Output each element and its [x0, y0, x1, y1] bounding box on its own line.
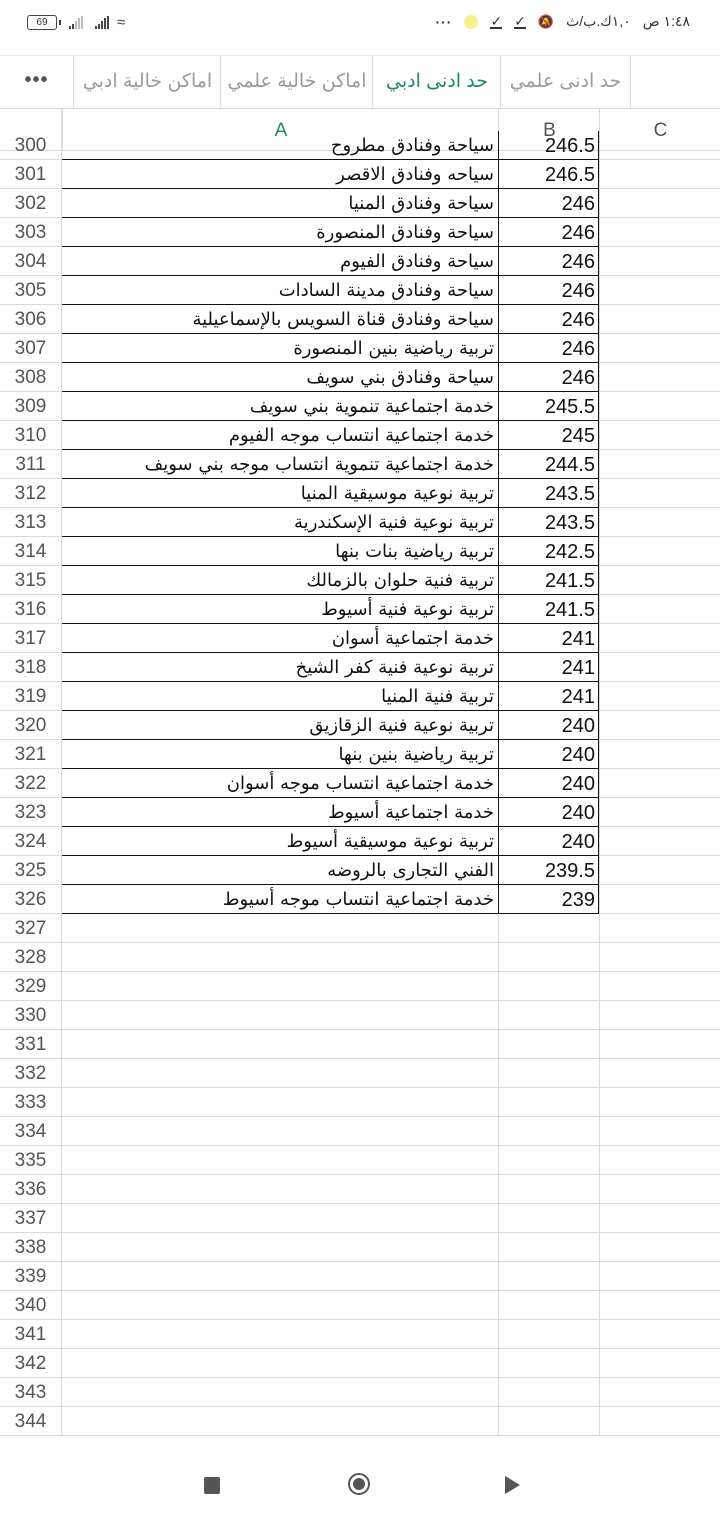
status-bar [0, 0, 720, 56]
cell-a[interactable]: تربية نوعية فنية الزقازيق [62, 711, 498, 740]
table-row [0, 624, 720, 653]
cell-a[interactable] [62, 1001, 498, 1030]
table-row [0, 247, 720, 276]
cell-c[interactable] [599, 740, 720, 769]
mute-bell-icon: 🔕 [537, 13, 555, 29]
row-number[interactable]: 327 [0, 914, 62, 943]
table-row [0, 1088, 720, 1117]
row-number[interactable]: 320 [0, 711, 62, 740]
row-number[interactable]: 308 [0, 363, 62, 392]
cell-c[interactable] [599, 1146, 720, 1175]
table-row [0, 769, 720, 798]
table-row [0, 972, 720, 1001]
cell-c[interactable] [599, 189, 720, 218]
cell-b[interactable]: 239.5 [498, 856, 599, 885]
cell-b[interactable] [498, 1175, 599, 1204]
row-number[interactable]: 316 [0, 595, 62, 624]
row-number[interactable]: 328 [0, 943, 62, 972]
table-row [0, 711, 720, 740]
cell-c[interactable] [599, 392, 720, 421]
cell-a[interactable] [62, 1117, 498, 1146]
table-row [0, 508, 720, 537]
table-row [0, 740, 720, 769]
cell-c[interactable] [599, 682, 720, 711]
cell-b[interactable]: 245.5 [498, 392, 599, 421]
table-row [0, 1407, 720, 1436]
row-number[interactable]: 334 [0, 1117, 62, 1146]
cell-b[interactable] [498, 1349, 599, 1378]
cell-a[interactable] [62, 1204, 498, 1233]
cell-b[interactable] [498, 1407, 599, 1436]
cell-c[interactable] [599, 943, 720, 972]
cell-c[interactable] [599, 450, 720, 479]
more-notifications-icon: ··· [435, 13, 453, 30]
tab-min-literary[interactable]: حد ادنى ادبي [372, 56, 501, 108]
back-icon[interactable] [505, 1476, 520, 1494]
cell-b[interactable] [498, 1320, 599, 1349]
cell-c[interactable] [599, 711, 720, 740]
cell-c[interactable] [599, 305, 720, 334]
row-number[interactable]: 302 [0, 189, 62, 218]
cell-a[interactable] [62, 1349, 498, 1378]
download-done-icon-2: ✓ [514, 12, 526, 29]
cell-a[interactable] [62, 1262, 498, 1291]
row-number[interactable]: 324 [0, 827, 62, 856]
cell-c[interactable] [599, 1204, 720, 1233]
cell-b[interactable]: 246.5 [498, 131, 599, 160]
cell-b[interactable] [498, 914, 599, 943]
cell-b[interactable]: 243.5 [498, 479, 599, 508]
table-row [0, 653, 720, 682]
cell-a[interactable]: تربية رياضية بنين بنها [62, 740, 498, 769]
table-row [0, 1175, 720, 1204]
cell-a[interactable]: خدمة اجتماعية انتساب موجه الفيوم [62, 421, 498, 450]
cell-c[interactable] [599, 624, 720, 653]
cell-b[interactable]: 243.5 [498, 508, 599, 537]
row-number[interactable]: 313 [0, 508, 62, 537]
battery-icon: 69 [27, 15, 57, 30]
recents-icon[interactable] [204, 1477, 220, 1494]
cell-a[interactable] [62, 914, 498, 943]
wifi-icon: ≈ [117, 14, 126, 31]
clock: ١:٤٨ ص [642, 13, 690, 29]
cell-c[interactable] [599, 653, 720, 682]
cell-c[interactable] [599, 885, 720, 914]
cell-c[interactable] [599, 827, 720, 856]
cell-c[interactable] [599, 160, 720, 189]
row-number[interactable]: 333 [0, 1088, 62, 1117]
whatsapp-icon [464, 15, 478, 29]
table-row [0, 1233, 720, 1262]
cell-b[interactable]: 246 [498, 276, 599, 305]
cell-c[interactable] [599, 421, 720, 450]
cell-b[interactable]: 240 [498, 798, 599, 827]
table-row [0, 276, 720, 305]
status-icons-left [27, 14, 125, 31]
row-number[interactable]: 303 [0, 218, 62, 247]
row-number[interactable]: 344 [0, 1407, 62, 1436]
row-number[interactable]: 319 [0, 682, 62, 711]
cell-b[interactable]: 246 [498, 334, 599, 363]
table-row [0, 1349, 720, 1378]
row-number[interactable]: 332 [0, 1059, 62, 1088]
cell-b[interactable] [498, 1262, 599, 1291]
row-number[interactable]: 322 [0, 769, 62, 798]
row-number[interactable]: 305 [0, 276, 62, 305]
table-row [0, 827, 720, 856]
table-row [0, 305, 720, 334]
table-row [0, 1378, 720, 1407]
cell-c[interactable] [599, 537, 720, 566]
cell-b[interactable] [498, 1030, 599, 1059]
status-icons-right [435, 13, 690, 30]
table-row [0, 421, 720, 450]
cell-c[interactable] [599, 1001, 720, 1030]
cell-c[interactable] [599, 1175, 720, 1204]
table-row [0, 537, 720, 566]
cell-a[interactable]: تربية نوعية فنية أسيوط [62, 595, 498, 624]
cell-a[interactable] [62, 1175, 498, 1204]
cell-a[interactable]: سياحة وفنادق قناة السويس بالإسماعيلية [62, 305, 498, 334]
cell-b[interactable] [498, 972, 599, 1001]
cell-a[interactable] [62, 1146, 498, 1175]
system-nav-bar [0, 1450, 720, 1520]
row-number[interactable]: 330 [0, 1001, 62, 1030]
cell-a[interactable]: خدمة اجتماعية تنموية بني سويف [62, 392, 498, 421]
row-number[interactable]: 336 [0, 1175, 62, 1204]
cell-c[interactable] [599, 1233, 720, 1262]
row-number[interactable]: 315 [0, 566, 62, 595]
cell-b[interactable] [498, 1117, 599, 1146]
cell-a[interactable]: سياحة وفنادق مدينة السادات [62, 276, 498, 305]
cell-c[interactable] [599, 247, 720, 276]
row-number[interactable]: 337 [0, 1204, 62, 1233]
cell-a[interactable]: سياحة وفنادق الفيوم [62, 247, 498, 276]
cell-a[interactable]: سياحه وفنادق الاقصر [62, 160, 498, 189]
cell-c[interactable] [599, 1378, 720, 1407]
row-number[interactable]: 317 [0, 624, 62, 653]
cell-b[interactable]: 246 [498, 305, 599, 334]
table-row [0, 682, 720, 711]
row-number[interactable]: 341 [0, 1320, 62, 1349]
cell-b[interactable]: 241 [498, 624, 599, 653]
cell-c[interactable] [599, 508, 720, 537]
cell-a[interactable]: سياحة وفنادق المنصورة [62, 218, 498, 247]
table-row [0, 450, 720, 479]
cell-b[interactable]: 240 [498, 740, 599, 769]
cell-a[interactable] [62, 1088, 498, 1117]
cell-c[interactable] [599, 1349, 720, 1378]
cell-b[interactable] [498, 1059, 599, 1088]
cell-a[interactable]: خدمة اجتماعية تنموية انتساب موجه بني سويف [62, 450, 498, 479]
sheet-tab-bar [0, 56, 720, 109]
cell-c[interactable] [599, 798, 720, 827]
cell-a[interactable]: خدمة اجتماعية أسوان [62, 624, 498, 653]
cell-c[interactable] [599, 566, 720, 595]
cell-a[interactable]: تربية نوعية فنية الإسكندرية [62, 508, 498, 537]
row-number[interactable]: 331 [0, 1030, 62, 1059]
cell-b[interactable]: 244.5 [498, 450, 599, 479]
row-number[interactable]: 338 [0, 1233, 62, 1262]
row-number[interactable]: 323 [0, 798, 62, 827]
row-number[interactable]: 301 [0, 160, 62, 189]
cell-b[interactable]: 241.5 [498, 595, 599, 624]
cell-b[interactable]: 240 [498, 769, 599, 798]
cell-b[interactable] [498, 1001, 599, 1030]
cell-b[interactable]: 241 [498, 653, 599, 682]
table-row [0, 1146, 720, 1175]
table-row [0, 798, 720, 827]
cell-c[interactable] [599, 363, 720, 392]
table-row [0, 1030, 720, 1059]
row-number[interactable]: 329 [0, 972, 62, 1001]
row-number[interactable]: 300 [0, 131, 62, 160]
table-row [0, 392, 720, 421]
cell-a[interactable]: تربية فنية حلوان بالزمالك [62, 566, 498, 595]
table-row [0, 1204, 720, 1233]
table-row [0, 566, 720, 595]
cell-a[interactable] [62, 1320, 498, 1349]
cell-c[interactable] [599, 1059, 720, 1088]
cell-c[interactable] [599, 1117, 720, 1146]
cell-a[interactable] [62, 1407, 498, 1436]
table-row [0, 1291, 720, 1320]
row-number[interactable]: 339 [0, 1262, 62, 1291]
cell-a[interactable]: تربية فنية المنيا [62, 682, 498, 711]
row-number[interactable]: 343 [0, 1378, 62, 1407]
spreadsheet-grid [0, 109, 720, 1449]
cell-b[interactable] [498, 1088, 599, 1117]
cell-b[interactable] [498, 943, 599, 972]
cell-a[interactable]: سياحة وفنادق مطروح [62, 131, 498, 160]
cell-b[interactable]: 245 [498, 421, 599, 450]
table-row [0, 914, 720, 943]
table-row [0, 943, 720, 972]
row-number[interactable]: 314 [0, 537, 62, 566]
row-number[interactable]: 342 [0, 1349, 62, 1378]
column-header-b[interactable]: B [498, 109, 600, 150]
cell-a[interactable] [62, 1030, 498, 1059]
table-row [0, 334, 720, 363]
more-tabs-button[interactable]: ••• [24, 69, 49, 91]
cell-a[interactable] [62, 1059, 498, 1088]
table-row [0, 363, 720, 392]
table-row [0, 856, 720, 885]
cell-b[interactable]: 241.5 [498, 566, 599, 595]
table-row [0, 160, 720, 189]
column-header-a[interactable]: A [62, 109, 499, 150]
cell-a[interactable] [62, 972, 498, 1001]
column-header-c[interactable]: C [599, 109, 720, 150]
row-number[interactable]: 310 [0, 421, 62, 450]
row-number[interactable]: 325 [0, 856, 62, 885]
cell-b[interactable] [498, 1378, 599, 1407]
cell-b[interactable]: 240 [498, 711, 599, 740]
tab-vacant-literary[interactable]: اماكن خالية ادبي [73, 56, 221, 108]
cell-a[interactable]: تربية نوعية موسيقية المنيا [62, 479, 498, 508]
cell-a[interactable] [62, 1233, 498, 1262]
cell-a[interactable]: تربية رياضية بنين المنصورة [62, 334, 498, 363]
cell-a[interactable]: تربية نوعية موسيقية أسيوط [62, 827, 498, 856]
cell-b[interactable] [498, 1204, 599, 1233]
cell-a[interactable]: تربية نوعية فنية كفر الشيخ [62, 653, 498, 682]
cell-a[interactable]: خدمة اجتماعية انتساب موجه أسيوط [62, 885, 498, 914]
cell-b[interactable]: 246 [498, 363, 599, 392]
cell-b[interactable]: 246 [498, 218, 599, 247]
cell-c[interactable] [599, 856, 720, 885]
data-speed: ١,٠ك.ب/ث [566, 13, 631, 29]
signal-sim1-icon [69, 16, 83, 29]
cell-b[interactable] [498, 1146, 599, 1175]
home-icon[interactable] [348, 1473, 370, 1495]
cell-c[interactable] [599, 218, 720, 247]
row-number[interactable]: 318 [0, 653, 62, 682]
cell-b[interactable]: 246.5 [498, 160, 599, 189]
cell-c[interactable] [599, 334, 720, 363]
table-row [0, 1262, 720, 1291]
cell-b[interactable]: 246 [498, 189, 599, 218]
cell-a[interactable] [62, 943, 498, 972]
table-row [0, 479, 720, 508]
row-number[interactable]: 335 [0, 1146, 62, 1175]
signal-sim2-icon [95, 16, 109, 29]
row-number[interactable]: 340 [0, 1291, 62, 1320]
cell-a[interactable]: خدمة اجتماعية أسيوط [62, 798, 498, 827]
cell-a[interactable]: سياحة وفنادق بني سويف [62, 363, 498, 392]
cell-a[interactable] [62, 1291, 498, 1320]
row-number[interactable]: 306 [0, 305, 62, 334]
row-number[interactable]: 304 [0, 247, 62, 276]
row-number[interactable]: 311 [0, 450, 62, 479]
cell-a[interactable]: خدمة اجتماعية انتساب موجه أسوان [62, 769, 498, 798]
cell-c[interactable] [599, 1262, 720, 1291]
cell-c[interactable] [599, 595, 720, 624]
cell-c[interactable] [599, 1320, 720, 1349]
row-number[interactable]: 312 [0, 479, 62, 508]
cell-b[interactable]: 246 [498, 247, 599, 276]
tab-min-scientific[interactable]: حد ادنى علمي [500, 56, 631, 108]
tab-vacant-scientific[interactable]: اماكن خالية علمي [220, 56, 373, 108]
cell-c[interactable] [599, 914, 720, 943]
table-row [0, 1001, 720, 1030]
table-row [0, 1059, 720, 1088]
cell-c[interactable] [599, 769, 720, 798]
table-row [0, 595, 720, 624]
cell-b[interactable]: 240 [498, 827, 599, 856]
table-row [0, 885, 720, 914]
cell-c[interactable] [599, 276, 720, 305]
cell-c[interactable] [599, 1088, 720, 1117]
row-number[interactable]: 309 [0, 392, 62, 421]
cell-b[interactable]: 242.5 [498, 537, 599, 566]
cell-c[interactable] [599, 1030, 720, 1059]
cell-a[interactable] [62, 1378, 498, 1407]
cell-c[interactable] [599, 1291, 720, 1320]
cell-a[interactable]: سياحة وفنادق المنيا [62, 189, 498, 218]
table-row [0, 189, 720, 218]
cell-a[interactable]: الفني التجارى بالروضه [62, 856, 498, 885]
cell-b[interactable]: 241 [498, 682, 599, 711]
cell-c[interactable] [599, 1407, 720, 1436]
row-number[interactable]: 326 [0, 885, 62, 914]
cell-c[interactable] [599, 479, 720, 508]
table-row [0, 218, 720, 247]
table-row [0, 131, 720, 160]
cell-b[interactable]: 239 [498, 885, 599, 914]
cell-c[interactable] [599, 972, 720, 1001]
table-row [0, 1117, 720, 1146]
cell-c[interactable] [599, 131, 720, 160]
cell-b[interactable] [498, 1233, 599, 1262]
row-number[interactable]: 307 [0, 334, 62, 363]
download-done-icon: ✓ [490, 12, 503, 29]
cell-b[interactable] [498, 1291, 599, 1320]
cell-a[interactable]: تربية رياضية بنات بنها [62, 537, 498, 566]
table-row [0, 1320, 720, 1349]
row-number[interactable]: 321 [0, 740, 62, 769]
